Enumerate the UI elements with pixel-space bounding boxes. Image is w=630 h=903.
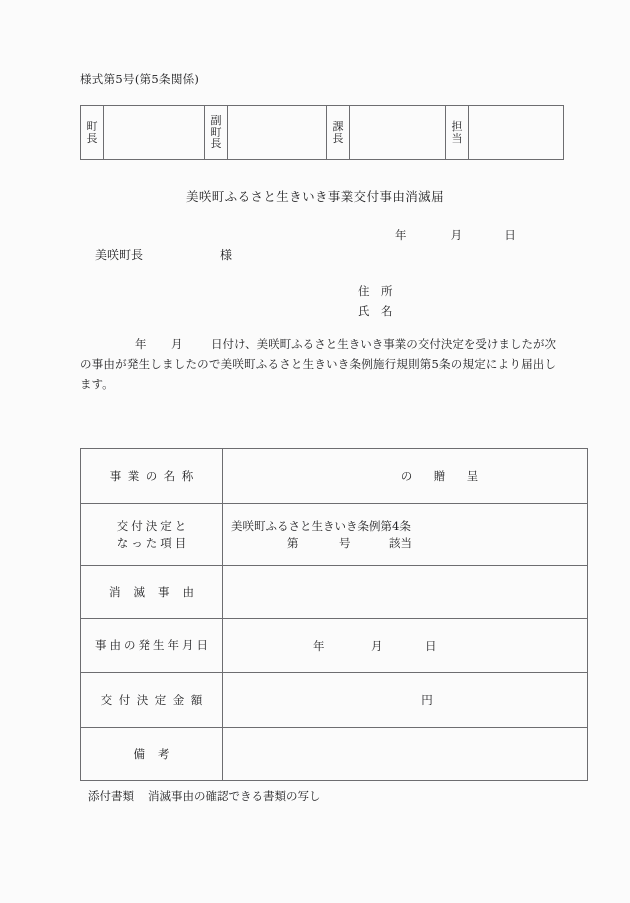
article-reference: 美咲町ふるさと生きいき条例第4条: [231, 518, 411, 533]
attachment-note: [88, 788, 321, 804]
row-label-text-line1: 交付決定と: [116, 518, 190, 533]
row-value-occurrence-date[interactable]: [223, 619, 588, 673]
table-row: [81, 673, 588, 728]
table-row: [81, 106, 564, 160]
row-label-text: 備考: [133, 746, 183, 761]
submission-month-field[interactable]: 月: [450, 228, 463, 242]
table-row: [81, 566, 588, 619]
form-number: 様式第5号(第5条関係): [80, 72, 200, 86]
addressee: [95, 246, 232, 263]
row-label-text-line2: なった項目: [116, 535, 190, 550]
stamp-box-deputy-mayor[interactable]: [228, 106, 327, 160]
submission-day-field[interactable]: 日: [504, 228, 516, 242]
row-label-text: 消滅事由: [109, 584, 207, 599]
stamp-label-char: 課: [332, 119, 344, 133]
row-value-text: の 贈 呈: [400, 469, 484, 483]
row-value-remarks[interactable]: [223, 728, 588, 781]
row-label-extinction-reason: [81, 566, 223, 619]
stamp-label-char: 長: [332, 131, 344, 145]
row-label-grant-amount: [81, 673, 223, 728]
row-label-occurrence-date: [81, 619, 223, 673]
currency-unit: 円: [421, 693, 433, 707]
attachment-description: 消滅事由の確認できる書類の写し: [148, 789, 321, 803]
stamp-label-char: 町: [86, 119, 98, 133]
body-year-field[interactable]: 年: [135, 337, 147, 351]
table-row: [81, 449, 588, 504]
body-month-field[interactable]: 月: [171, 337, 183, 351]
stamp-box-staff[interactable]: [469, 106, 564, 160]
approval-stamp-table: [80, 105, 564, 160]
applicant-name-row[interactable]: [358, 301, 393, 321]
applicant-address-label: 住 所: [358, 284, 393, 298]
row-label-business-name: [81, 449, 223, 504]
body-text-content: 日付け、美咲町ふるさと生きいき事業の交付決定を受けましたが次の事由が発生しましたので美咲町ふるさと生きいき条例施行規則第5条の規定により届出します。: [80, 337, 556, 391]
attachment-label: 添付書類: [88, 789, 134, 803]
stamp-label-staff: [446, 106, 469, 160]
occurrence-day-field[interactable]: 日: [425, 638, 437, 653]
article-applicable-label: 該当: [389, 535, 412, 550]
submission-date-line: [395, 227, 516, 243]
article-number-row: [231, 535, 579, 552]
article-number-suffix[interactable]: 号: [339, 535, 351, 550]
applicant-name-label: 氏 名: [358, 304, 393, 318]
occurrence-year-field[interactable]: 年: [313, 638, 325, 653]
applicant-block: [358, 281, 393, 321]
row-label-decision-item: [81, 504, 223, 566]
row-value-extinction-reason[interactable]: [223, 566, 588, 619]
stamp-label-mayor: [81, 106, 104, 160]
occurrence-month-field[interactable]: 月: [371, 638, 383, 653]
table-row: [81, 728, 588, 781]
row-label-text: 交付決定金額: [100, 692, 209, 707]
stamp-box-section-chief[interactable]: [350, 106, 446, 160]
row-value-article: [231, 518, 579, 552]
row-label-remarks: [81, 728, 223, 781]
row-value-decision-item[interactable]: [223, 504, 588, 566]
article-number-prefix[interactable]: 第: [287, 535, 299, 550]
stamp-label-char: 町: [210, 125, 222, 139]
stamp-label-section-chief: [327, 106, 350, 160]
stamp-label-char: 長: [86, 131, 98, 145]
addressee-honorific: 様: [220, 248, 233, 262]
submission-year-field[interactable]: 年: [395, 228, 407, 242]
applicant-address-row[interactable]: [358, 281, 393, 301]
occurrence-date-fields: [231, 638, 579, 654]
body-paragraph: [80, 334, 556, 394]
main-form-table: [80, 448, 588, 781]
stamp-label-char: 副: [210, 114, 222, 128]
stamp-box-mayor[interactable]: [104, 106, 205, 160]
stamp-label-deputy-mayor: [205, 106, 228, 160]
page-title: 美咲町ふるさと生きいき事業交付事由消滅届: [185, 189, 444, 204]
table-row: [81, 619, 588, 673]
row-value-business-name[interactable]: [223, 449, 588, 504]
row-label-text: 事業の名称: [109, 468, 200, 483]
addressee-name: 美咲町長: [95, 248, 144, 262]
row-label-text: 事由の発生年月日: [95, 638, 211, 652]
stamp-label-char: 当: [451, 131, 463, 145]
row-value-grant-amount[interactable]: [223, 673, 588, 728]
stamp-label-char: 長: [210, 137, 222, 151]
table-row: [81, 504, 588, 566]
stamp-label-char: 担: [451, 119, 463, 133]
